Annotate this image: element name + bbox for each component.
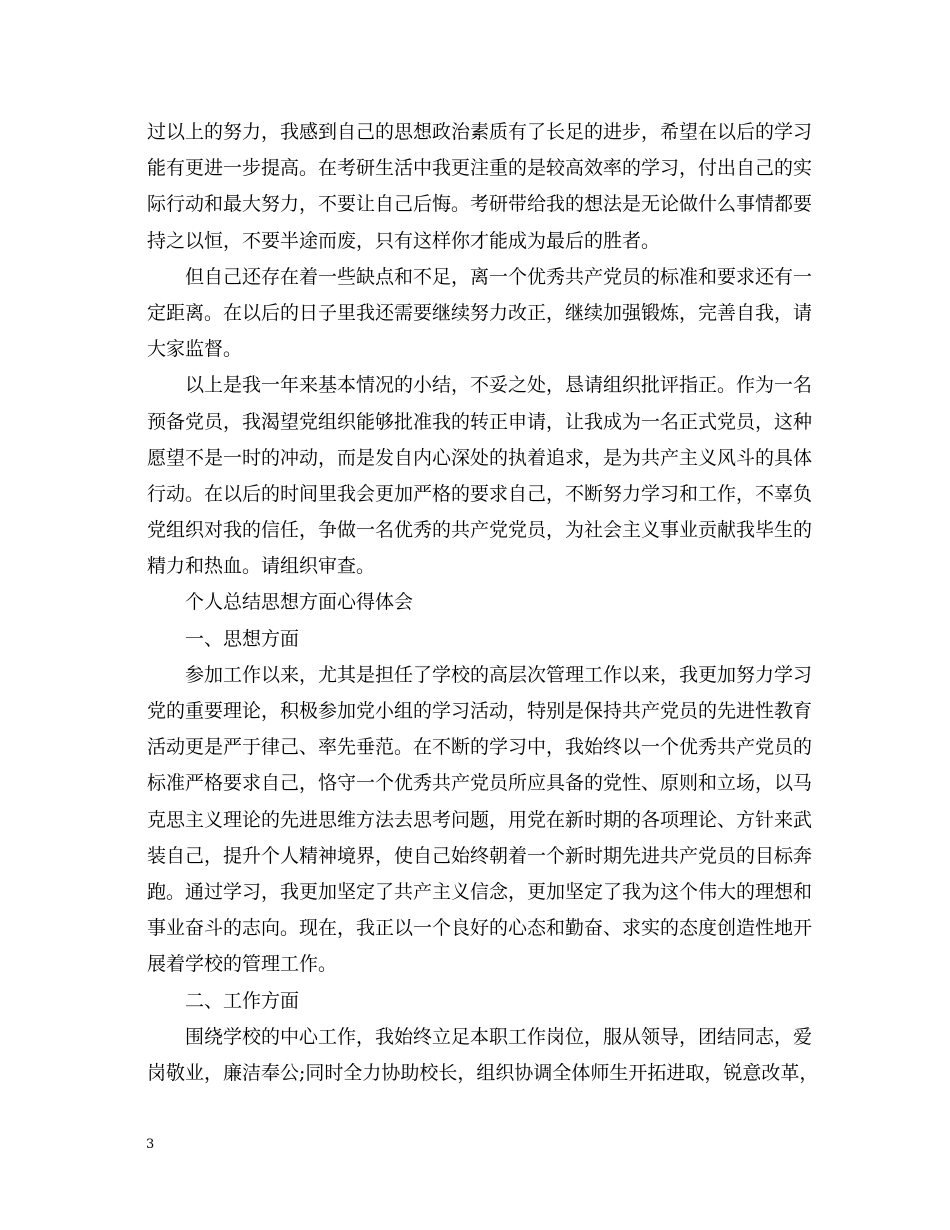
- paragraph-p1: [147, 114, 813, 259]
- text-line: 活动更是严于律己、率先垂范。在不断的学习中，我始终以一个优秀共产党员的: [147, 736, 813, 759]
- text-line: 岗敬业，廉洁奉公;同时全力协助校长，组织协调全体师生开拓进取，锐意改革，: [147, 1061, 819, 1084]
- text-line: 二、工作方面: [185, 989, 300, 1012]
- text-line: 精力和热血。请组织审查。: [147, 555, 376, 578]
- text-line: 标准严格要求自己，恪守一个优秀共产党员所应具备的党性、原则和立场，以马: [147, 772, 813, 795]
- text-line: 定距离。在以后的日子里我还需要继续努力改正，继续加强锻炼，完善自我，请: [147, 301, 813, 324]
- text-line: 事业奋斗的志向。现在，我正以一个良好的心态和勤奋、求实的态度创造性地开: [147, 917, 813, 940]
- paragraph-p4: [147, 584, 807, 620]
- paragraph-p5: [147, 621, 807, 657]
- text-line: 但自己还存在着一些缺点和不足，离一个优秀共产党员的标准和要求还有一: [185, 265, 813, 288]
- text-line: 克思主义理论的先进思维方法去思考问题，用党在新时期的各项理论、方针来武: [147, 808, 813, 831]
- text-line: 展着学校的管理工作。: [147, 953, 338, 976]
- text-line: 个人总结思想方面心得体会: [185, 591, 414, 614]
- text-line: 际行动和最大努力，不要让自己后悔。考研带给我的想法是无论做什么事情都要: [147, 193, 813, 216]
- paragraph-p6: [147, 657, 813, 983]
- paragraph-p2: [147, 259, 813, 368]
- text-line: 一、思想方面: [185, 627, 300, 650]
- text-line: 行动。在以后的时间里我会更加严格的要求自己，不断努力学习和工作，不辜负: [147, 482, 813, 505]
- text-line: 党组织对我的信任，争做一名优秀的共产党党员，为社会主义事业贡献我毕生的: [147, 519, 813, 542]
- text-line: 能有更进一步提高。在考研生活中我更注重的是较高效率的学习，付出自己的实: [147, 157, 813, 180]
- text-line: 装自己，提升个人精神境界，使自己始终朝着一个新时期先进共产党员的目标奔: [147, 844, 813, 867]
- text-line: 围绕学校的中心工作，我始终立足本职工作岗位，服从领导，团结同志，爱: [185, 1025, 813, 1048]
- paragraph-p8: [147, 1019, 819, 1091]
- text-line: 跑。通过学习，我更加坚定了共产主义信念，更加坚定了我为这个伟大的理想和: [147, 880, 813, 903]
- text-line: 党的重要理论，积极参加党小组的学习活动，特别是保持共产党员的先进性教育: [147, 700, 813, 722]
- page-number: 3: [146, 1137, 155, 1152]
- text-line: 大家监督。: [147, 338, 243, 361]
- text-line: 愿望不是一时的冲动，而是发自内心深处的执着追求，是为共产主义风斗的具体: [147, 446, 813, 469]
- text-line: 预备党员，我渴望党组织能够批准我的转正申请，让我成为一名正式党员，这种: [147, 410, 813, 433]
- paragraph-p3: [147, 367, 813, 584]
- text-line: 持之以恒，不要半途而废，只有这样你才能成为最后的胜者。: [147, 229, 661, 252]
- text-line: 参加工作以来，尤其是担任了学校的高层次管理工作以来，我更加努力学习: [185, 663, 813, 686]
- paragraph-p7: [147, 983, 807, 1019]
- document-body: [147, 114, 819, 1091]
- text-line: 以上是我一年来基本情况的小结，不妥之处，恳请组织批评指正。作为一名: [185, 374, 813, 397]
- text-line: 过以上的努力，我感到自己的思想政治素质有了长足的进步，希望在以后的学习: [147, 121, 813, 143]
